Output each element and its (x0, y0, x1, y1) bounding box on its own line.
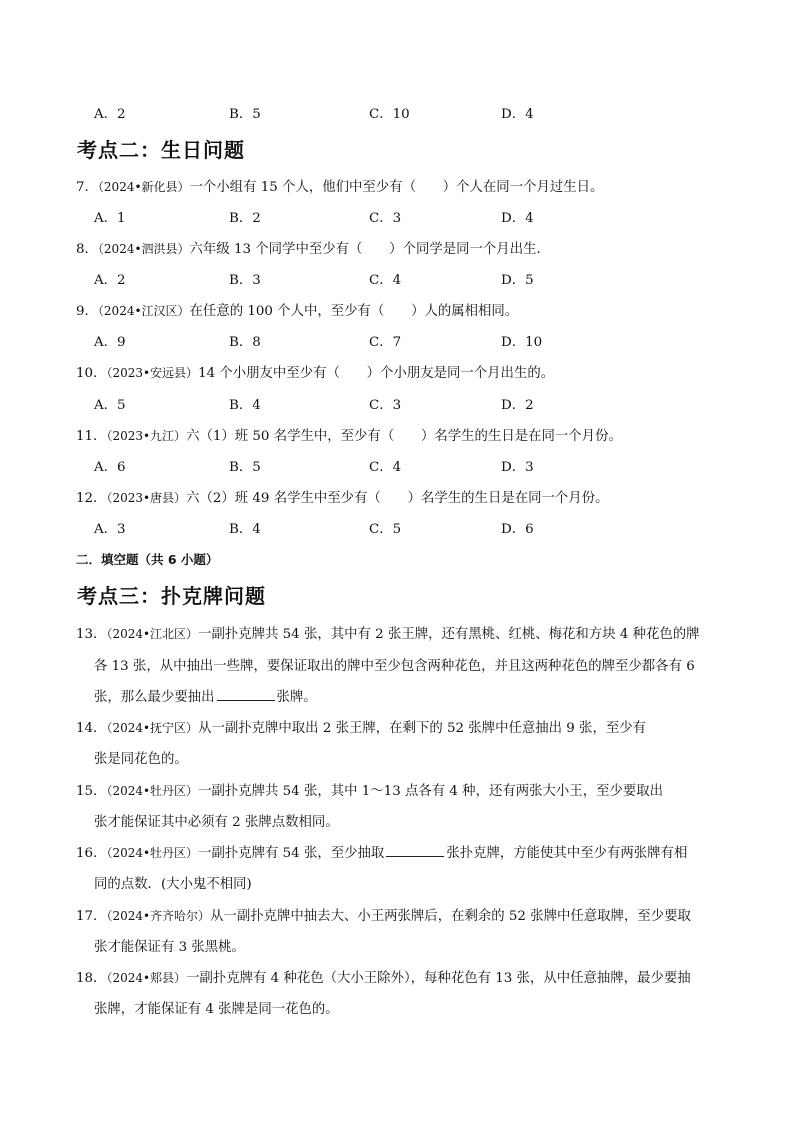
option-c: C．4 (369, 460, 402, 475)
option-a: A．5 (94, 398, 126, 413)
question-15-line-2: 张才能保证其中必须有 2 张牌点数相同。 (94, 815, 339, 830)
question-source: （2023•安远县） (106, 366, 199, 380)
question-number: 14． (76, 721, 107, 736)
question-number: 13． (76, 627, 107, 642)
option-a: A．6 (94, 460, 126, 475)
option-c: C．10 (369, 107, 410, 122)
option-d: D．10 (501, 335, 543, 350)
option-a: A．2 (94, 273, 126, 288)
question-text: 一个小组有 15 个人，他们中至少有（ ）个人在同一个月过生日。 (189, 180, 604, 195)
question-source: （2024•江北区） (106, 627, 199, 641)
option-c: C．3 (369, 211, 402, 226)
question-text: 张扑克牌，方能使其中至少有两张牌有相 (446, 846, 688, 861)
option-b: B．4 (229, 522, 261, 537)
question-16 (76, 842, 687, 861)
question-text: 一副扑克牌共 54 张，其中 1～13 点各有 4 种，还有两张大小王，至少要取出 (198, 784, 664, 799)
option-a: A．9 (94, 335, 126, 350)
question-number: 12． (76, 491, 107, 506)
option-c: C．4 (369, 273, 402, 288)
question-text: 六（1）班 50 名学生中，至少有（ ）名学生的生日是在同一个月份。 (186, 429, 622, 444)
question-13-line-2: 各 13 张，从中抽出一些牌，要保证取出的牌中至少包含两种花色，并且这两种花色的牌至少都各有 6 (94, 659, 695, 674)
option-b: B．8 (229, 335, 261, 350)
question-source: （2024•江汉区） (97, 304, 190, 318)
question-number: 18． (76, 971, 107, 986)
question-18-line-2: 张牌，才能保证有 4 张牌是同一花色的。 (94, 1002, 339, 1017)
question-number: 10． (76, 366, 107, 381)
question-source: （2023•九江） (106, 429, 187, 443)
question-source: （2024•郏县） (106, 971, 187, 985)
question-source: （2024•牡丹区） (106, 784, 199, 798)
section-title-fill-in: 二．填空题（共 6 小题） (76, 552, 219, 567)
question-source: （2023•唐县） (106, 491, 187, 505)
question-number: 17． (76, 909, 107, 924)
question-text: 从一副扑克牌中取出 2 张王牌，在剩下的 52 张牌中任意抽出 9 张，至少有 (198, 721, 647, 736)
option-d: D．3 (501, 460, 534, 475)
option-b: B．5 (229, 460, 261, 475)
question-12 (76, 487, 608, 506)
question-8 (76, 238, 550, 257)
question-text: 六年级 13 个同学中至少有（ ）个同学是同一个月出生． (189, 242, 550, 257)
option-d: D．5 (501, 273, 534, 288)
option-d: D．4 (501, 107, 534, 122)
option-b: B．5 (229, 107, 261, 122)
question-15 (76, 780, 663, 799)
question-13-line-3 (94, 686, 317, 705)
option-c: C．3 (369, 398, 402, 413)
option-b: B．3 (229, 273, 261, 288)
question-source: （2024•抚宁区） (106, 721, 199, 735)
question-text: 张牌。 (276, 690, 317, 705)
question-18 (76, 967, 691, 986)
question-11 (76, 425, 622, 444)
question-number: 11． (76, 429, 107, 444)
question-source: （2024•牡丹区） (106, 846, 199, 860)
option-a: A．1 (94, 211, 126, 226)
question-text: 张，那么最少要抽出 (94, 690, 215, 705)
question-source: （2024•新化县） (97, 180, 190, 194)
question-number: 16． (76, 846, 107, 861)
question-text: 一副扑克牌有 54 张，至少抽取 (198, 846, 385, 861)
question-13 (76, 623, 700, 642)
question-10 (76, 362, 554, 381)
section-heading-birthday: 考点二：生日问题 (77, 138, 245, 162)
option-d: D．6 (501, 522, 534, 537)
option-c: C．7 (369, 335, 402, 350)
question-17 (76, 905, 691, 924)
option-d: D．4 (501, 211, 534, 226)
question-17-line-2: 张才能保证有 3 张黑桃。 (94, 940, 245, 955)
question-text: 在任意的 100 个人中，至少有（ ）人的属相相同。 (189, 304, 519, 319)
question-14-line-2: 张是同花色的。 (94, 752, 188, 767)
option-a: A．3 (94, 522, 126, 537)
question-text: 一副扑克牌有 4 种花色（大小王除外），每种花色有 13 张，从中任意抽牌，最少要抽 (186, 971, 691, 986)
question-number: 15． (76, 784, 107, 799)
question-14 (76, 717, 646, 736)
option-b: B．2 (229, 211, 261, 226)
question-text: 六（2）班 49 名学生中至少有（ ）名学生的生日是在同一个月份。 (186, 491, 609, 506)
question-source: （2024•齐齐哈尔） (106, 909, 211, 923)
question-source: （2024•泗洪县） (97, 242, 190, 256)
question-text: 一副扑克牌共 54 张，其中有 2 张王牌，还有黑桃、红桃、梅花和方块 4 种花色的牌 (198, 627, 700, 642)
question-text: 从一副扑克牌中抽去大、小王两张牌后，在剩余的 52 张牌中任意取牌，至少要取 (210, 909, 691, 924)
question-number: 9． (76, 304, 98, 319)
option-d: D．2 (501, 398, 534, 413)
question-7 (76, 176, 603, 195)
question-number: 8． (76, 242, 98, 257)
option-a: A．2 (94, 107, 126, 122)
answer-blank[interactable] (386, 846, 444, 857)
question-text: 14 个小朋友中至少有（ ）个小朋友是同一个月出生的。 (198, 366, 555, 381)
question-16-line-2: 同的点数．(大小鬼不相同) (94, 877, 252, 892)
section-heading-poker: 考点三：扑克牌问题 (77, 584, 266, 608)
question-number: 7． (76, 180, 98, 195)
question-9 (76, 300, 518, 319)
answer-blank[interactable] (217, 690, 275, 701)
option-b: B．4 (229, 398, 261, 413)
option-c: C．5 (369, 522, 402, 537)
